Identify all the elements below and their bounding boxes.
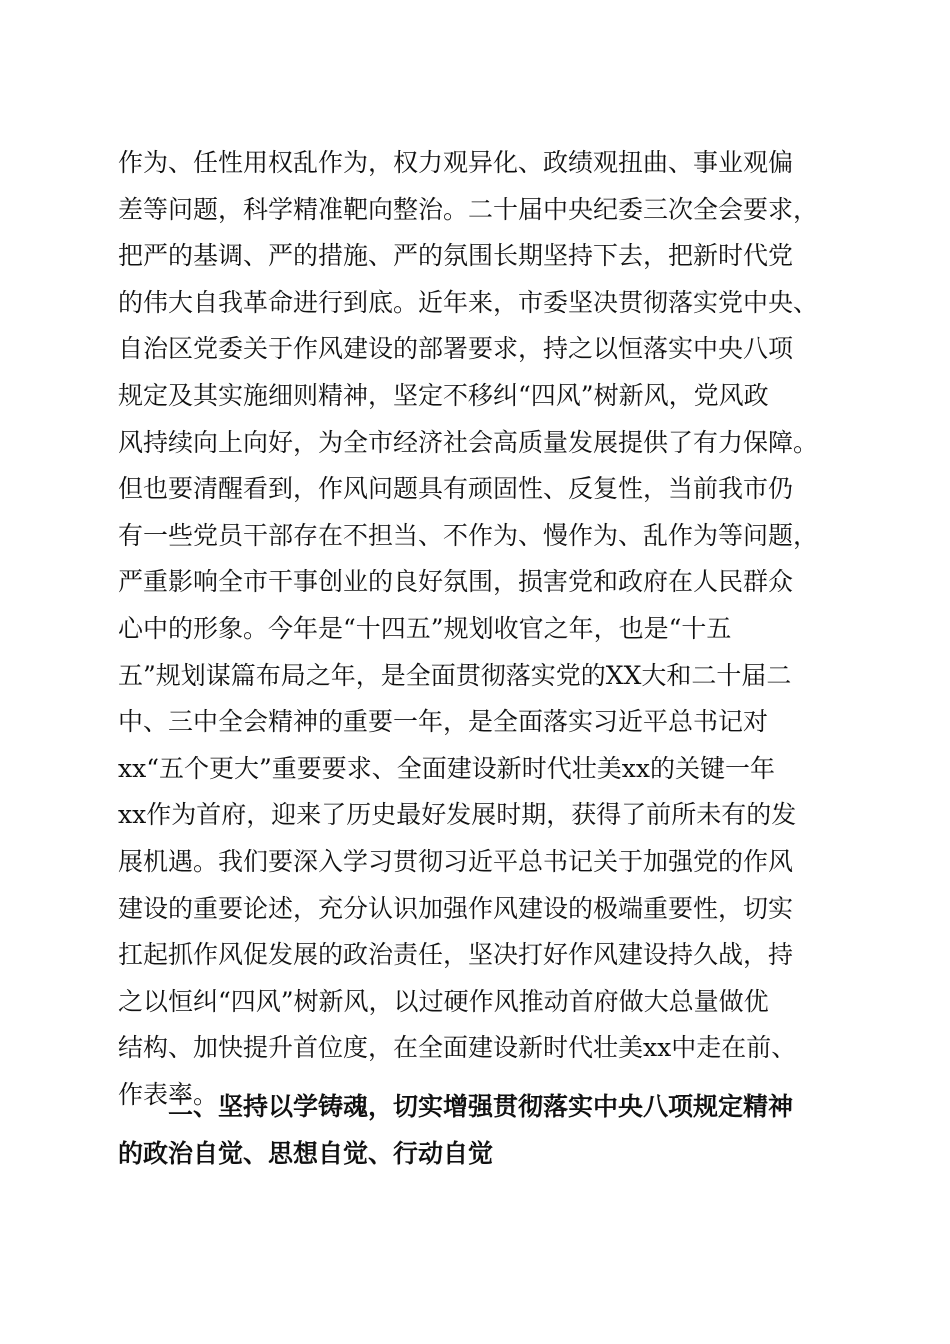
paragraph-line: 有一些党员干部存在不担当、不作为、慢作为、乱作为等问题， [118,520,819,550]
paragraph-line: 规定及其实施细则精神，坚定不移纠“四风”树新风，党风政 [118,380,769,410]
paragraph-line: xx作为首府，迎来了历史最好发展时期，获得了前所未有的发 [118,800,797,830]
paragraph-line: 自治区党委关于作风建设的部署要求，持之以恒落实中央八项 [118,334,794,364]
paragraph-line: 扛起抓作风促发展的政治责任，坚决打好作风建设持久战，持 [118,940,794,970]
paragraph-line: 的伟大自我革命进行到底。近年来，市委坚决贯彻落实党中央、 [118,287,819,317]
paragraph-line: 差等问题，科学精准靶向整治。二十届中央纪委三次全会要求， [118,194,819,224]
paragraph-line: 心中的形象。今年是“十四五”规划收官之年，也是“十五 [118,613,732,643]
paragraph-line: 严重影响全市干事创业的良好氛围，损害党和政府在人民群众 [118,567,794,597]
paragraph-line: 中、三中全会精神的重要一年，是全面落实习近平总书记对 [118,707,769,737]
paragraph-line: 建设的重要论述，充分认识加强作风建设的极端重要性，切实 [118,893,794,923]
paragraph-line: 五”规划谋篇布局之年，是全面贯彻落实党的XX大和二十届二 [118,660,792,690]
paragraph-line: 但也要清醒看到，作风问题具有顽固性、反复性，当前我市仍 [118,474,794,504]
paragraph-line: 风持续向上向好，为全市经济社会高质量发展提供了有力保障。 [118,427,819,457]
section-heading [118,1083,838,1177]
paragraph-line: 作表率。 [118,1079,219,1109]
paragraph-line: 之以恒纠“四风”树新风，以过硬作风推动首府做大总量做优 [118,986,769,1016]
paragraph-line: 把严的基调、严的措施、严的氛围长期坚持下去，把新时代党 [118,241,794,271]
heading-line: 二、坚持以学铸魂，切实增强贯彻落实中央八项规定精神 [168,1092,794,1121]
body-paragraph [118,140,838,1118]
paragraph-line: xx“五个更大”重要要求、全面建设新时代壮美xx的关键一年 [118,753,775,783]
paragraph-line: 作为、任性用权乱作为，权力观异化、政绩观扭曲、事业观偏 [118,148,794,177]
paragraph-line: 展机遇。我们要深入学习贯彻习近平总书记关于加强党的作风 [118,846,794,876]
paragraph-line: 结构、加快提升首位度，在全面建设新时代壮美xx中走在前、 [118,1033,797,1063]
heading-line: 的政治自觉、思想自觉、行动自觉 [118,1139,494,1168]
